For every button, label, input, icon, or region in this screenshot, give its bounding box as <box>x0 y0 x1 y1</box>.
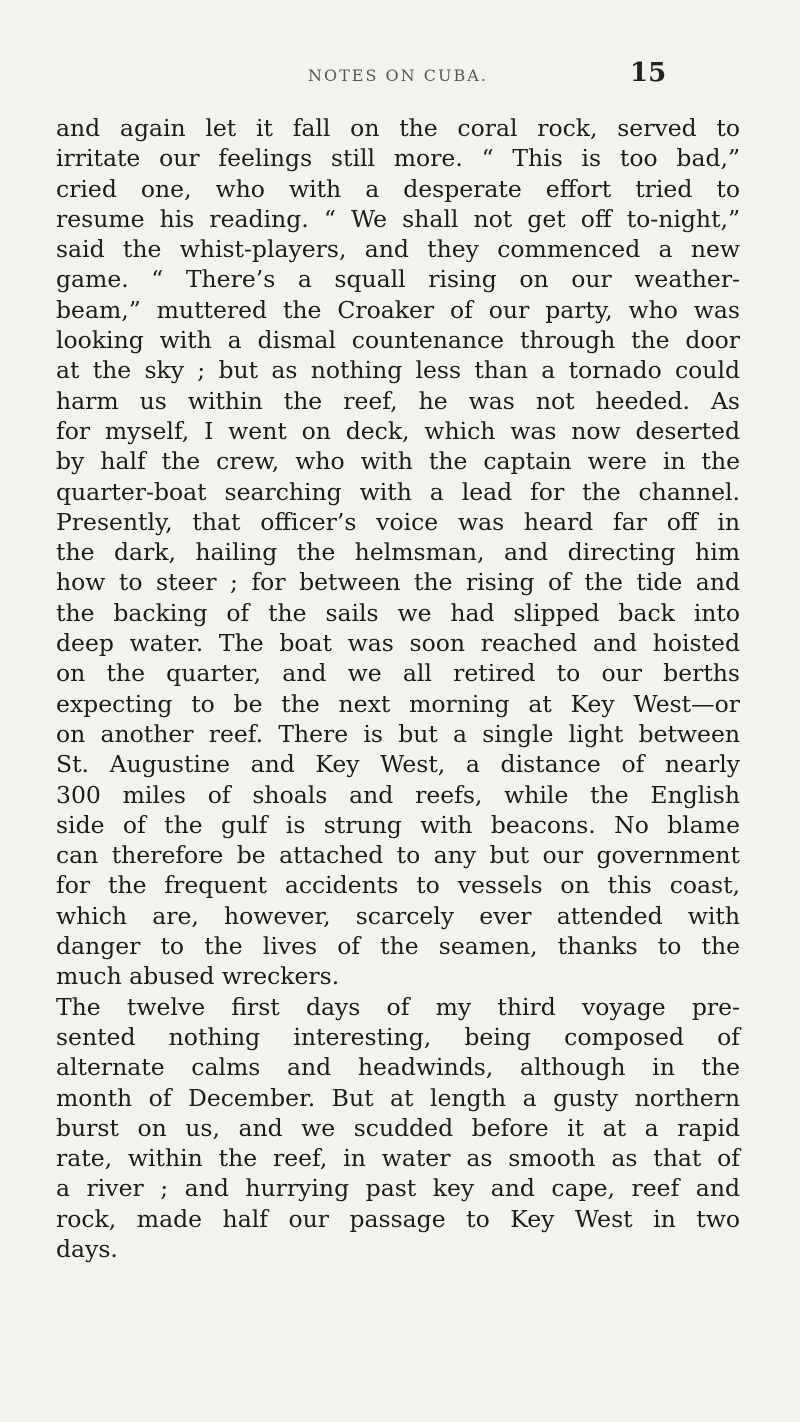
text-line: The twelve first days of my third voyage pre- <box>56 992 740 1021</box>
text-line: days. <box>56 1234 118 1263</box>
text-line: rate, within the reef, in water as smooth as that of <box>56 1144 740 1173</box>
text-line: quarter-boat searching with a lead for the channel. <box>56 477 740 506</box>
text-line: 300 miles of shoals and reefs, while the English <box>56 780 740 809</box>
text-line: irritate our feelings still more. “ This is too bad,” <box>56 144 740 173</box>
text-line: deep water. The boat was soon reached and hoisted <box>56 629 740 658</box>
text-line: sented nothing interesting, being composed of <box>56 1022 740 1051</box>
text-line: looking with a dismal countenance through the door <box>56 326 740 355</box>
text-line: for the frequent accidents to vessels on this coast, <box>56 871 740 900</box>
page-number: 15 <box>630 58 667 88</box>
text-line: alternate calms and headwinds, although in the <box>56 1053 740 1082</box>
text-line: at the sky ; but as nothing less than a tornado could <box>56 356 740 385</box>
text-line: beam,” muttered the Croaker of our party, who was <box>56 295 740 324</box>
text-line: on the quarter, and we all retired to our berths <box>56 659 740 688</box>
text-line: a river ; and hurrying past key and cape, reef and <box>56 1174 740 1203</box>
text-line: and again let it fall on the coral rock, served to <box>56 114 740 142</box>
text-line: expecting to be the next morning at Key West—or <box>56 689 740 718</box>
text-line: harm us within the reef, he was not heeded. As <box>56 386 740 415</box>
text-line: by half the crew, who with the captain were in the <box>56 447 740 476</box>
text-line: resume his reading. “ We shall not get off to-night,” <box>56 204 740 233</box>
text-line: which are, however, scarcely ever attended with <box>56 901 740 930</box>
text-line: can therefore be attached to any but our government <box>56 841 740 870</box>
text-line: said the whist-players, and they commenced a new <box>56 235 740 264</box>
text-line: much abused wreckers. <box>56 962 340 991</box>
text-line: game. “ There’s a squall rising on our weather- <box>56 265 740 294</box>
text-line: month of December. But at length a gusty northern <box>56 1083 740 1112</box>
text-line: for myself, I went on deck, which was now deserted <box>56 416 740 445</box>
running-head: NOTES ON CUBA. <box>308 66 488 85</box>
text-line: rock, made half our passage to Key West in two <box>56 1204 740 1233</box>
text-line: the dark, hailing the helmsman, and directing him <box>56 538 740 567</box>
text-line: Presently, that officer’s voice was heard far off in <box>56 507 740 536</box>
text-line: the backing of the sails we had slipped back into <box>56 598 740 627</box>
text-line: burst on us, and we scudded before it at a rapid <box>56 1113 740 1142</box>
text-line: danger to the lives of the seamen, thanks to the <box>56 932 740 961</box>
text-line: side of the gulf is strung with beacons. No blame <box>56 810 740 839</box>
body-text <box>56 113 740 1264</box>
text-line: cried one, who with a desperate effort tried to <box>56 174 740 203</box>
text-line: how to steer ; for between the rising of the tide and <box>56 568 740 597</box>
text-line: St. Augustine and Key West, a distance of nearly <box>56 750 740 779</box>
text-line: on another reef. There is but a single light between <box>56 719 740 748</box>
page-header <box>0 58 800 94</box>
